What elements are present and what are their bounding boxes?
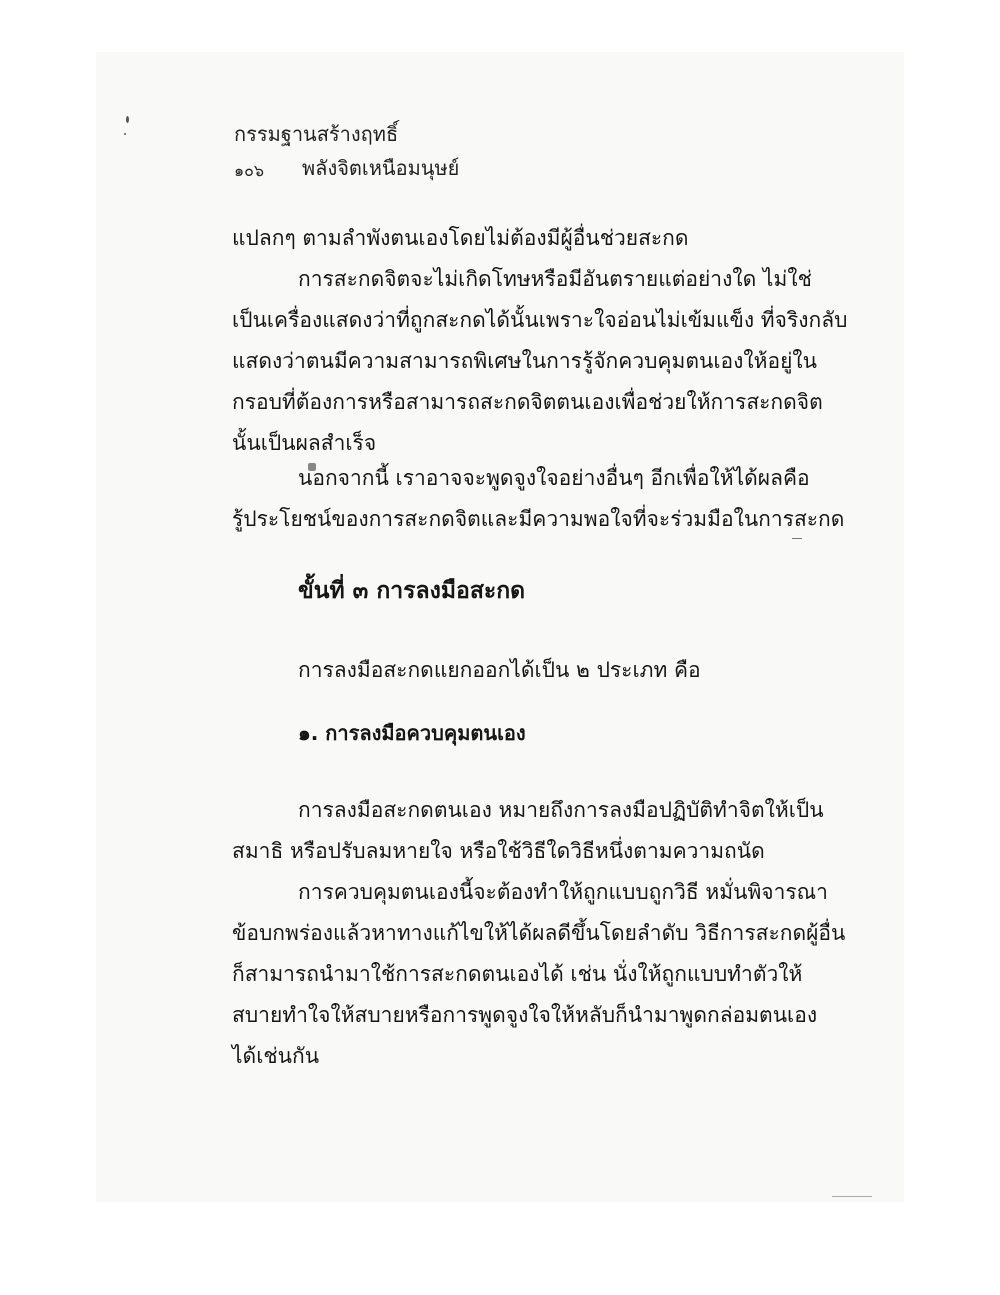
body-line: นอกจากนี้ เราอาจจะพูดจูงใจอย่างอื่นๆ อีกเพื่อให้ได้ผลคือ [298,466,810,490]
scan-speck [126,116,129,123]
body-line: การลงมือสะกดตนเอง หมายถึงการลงมือปฏิบัติทำจิตให้เป็น [298,798,824,822]
body-line: การควบคุมตนเองนี้จะต้องทำให้ถูกแบบถูกวิธี หมั่นพิจารณา [298,880,828,904]
body-line: รู้ประโยชน์ของการสะกดจิตและมีความพอใจที่จะร่วมมือในการสะกด [232,507,845,531]
scan-mark [792,538,802,539]
body-line: ก็สามารถนำมาใช้การสะกดตนเองได้ เช่น นั่งให้ถูกแบบทำตัวให้ [232,962,803,986]
body-line: สมาธิ หรือปรับลมหายใจ หรือใช้วิธีใดวิธีหนึ่งตามความถนัด [232,839,765,863]
body-line: ได้เช่นกัน [232,1044,320,1068]
body-line: ข้อบกพร่องแล้วหาทางแก้ไขให้ได้ผลดีขึ้นโดยลำดับ วิธีการสะกดผู้อื่น [232,921,846,945]
scan-mark [832,1196,872,1197]
chapter-title: พลังจิตเหนือมนุษย์ [302,156,460,180]
body-line: กรอบที่ต้องการหรือสามารถสะกดจิตตนเองเพื่อช่วยให้การสะกดจิต [232,390,823,414]
section-intro: การลงมือสะกดแยกออกได้เป็น ๒ ประเภท คือ [298,658,701,682]
page-sheet [96,52,904,1202]
body-line: สบายทำใจให้สบายหรือการพูดจูงใจให้หลับก็นำมาพูดกล่อมตนเอง [232,1003,818,1027]
book-title: กรรมฐานสร้างฤทธิ์ [234,122,399,146]
scan-speck [124,133,126,135]
body-line: แสดงว่าตนมีความสามารถพิเศษในการรู้จักควบคุมตนเองให้อยู่ใน [232,349,817,373]
body-line: เป็นเครื่องแสดงว่าที่ถูกสะกดได้นั้นเพราะใจอ่อนไม่เข้มแข็ง ที่จริงกลับ [232,308,848,332]
body-line: แปลกๆ ตามลำพังตนเองโดยไม่ต้องมีผู้อื่นช่วยสะกด [232,226,689,250]
section-heading: ขั้นที่ ๓ การลงมือสะกด [298,578,526,604]
subsection-heading: ๑. การลงมือควบคุมตนเอง [298,721,526,745]
body-line: การสะกดจิตจะไม่เกิดโทษหรือมีอันตรายแต่อย่างใด ไม่ใช่ [298,267,812,291]
body-line: นั้นเป็นผลสำเร็จ [232,431,377,455]
page-number: ๑๐๖ [234,161,265,180]
